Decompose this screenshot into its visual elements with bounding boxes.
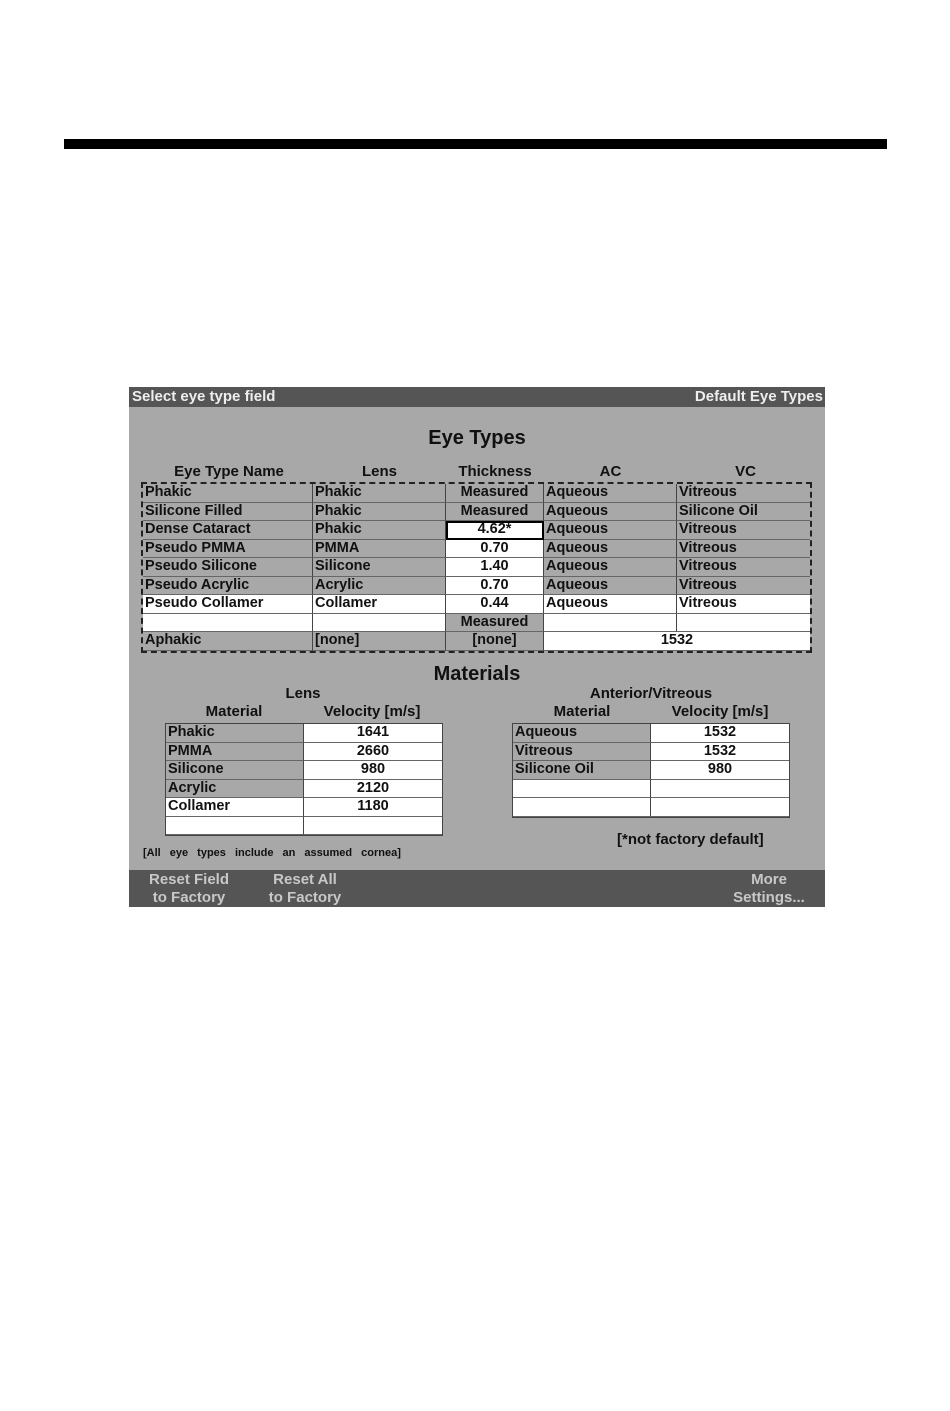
material-cell[interactable] <box>513 780 651 799</box>
lens-cell[interactable]: Phakic <box>313 484 446 503</box>
vc-cell[interactable]: Vitreous <box>677 540 810 559</box>
table-row <box>513 724 789 743</box>
softkey-label-line: Settings... <box>733 889 805 906</box>
material-cell[interactable]: Aqueous <box>513 724 651 743</box>
not-factory-default-note: [*not factory default] <box>617 831 764 848</box>
thickness-cell[interactable]: Measured <box>446 503 544 522</box>
more-settings-button[interactable] <box>719 871 819 907</box>
thickness-cell[interactable]: [none] <box>446 632 544 651</box>
vc-cell[interactable]: Vitreous <box>677 558 810 577</box>
thickness-cell[interactable]: 0.70 <box>446 577 544 596</box>
col-header-thickness: Thickness <box>458 463 532 480</box>
velocity-cell[interactable]: 980 <box>304 761 442 780</box>
thickness-cell[interactable]: Measured <box>446 614 544 633</box>
ac-cell[interactable]: Aqueous <box>544 540 677 559</box>
velocity-cell[interactable]: 1532 <box>651 743 789 762</box>
lens-cell[interactable]: [none] <box>313 632 446 651</box>
lens-cell[interactable]: PMMA <box>313 540 446 559</box>
velocity-cell[interactable] <box>304 817 442 836</box>
ac-cell[interactable] <box>544 614 677 633</box>
col-header-vc: VC <box>735 463 756 480</box>
table-row <box>166 817 442 836</box>
materials-title: Materials <box>433 663 521 685</box>
ac-cell[interactable]: Aqueous <box>544 521 677 540</box>
vc-cell[interactable]: Vitreous <box>677 521 810 540</box>
material-cell[interactable]: Collamer <box>166 798 304 817</box>
lens-cell[interactable]: Acrylic <box>313 577 446 596</box>
velocity-cell[interactable] <box>651 798 789 817</box>
material-cell[interactable]: Acrylic <box>166 780 304 799</box>
ac-cell[interactable]: Aqueous <box>544 595 677 614</box>
table-row <box>143 595 810 614</box>
ac-vc-velocity-cell[interactable]: 1532 <box>544 632 810 651</box>
col-header-lens: Lens <box>361 463 397 480</box>
thickness-cell[interactable]: 0.70 <box>446 540 544 559</box>
table-row-aphakic <box>143 632 810 651</box>
velocity-cell[interactable]: 1532 <box>651 724 789 743</box>
av-group-label: Anterior/Vitreous <box>589 685 713 702</box>
cornea-note: [All eye types include an assumed cornea] <box>143 847 401 859</box>
table-row <box>166 743 442 762</box>
reset-field-button[interactable] <box>137 871 241 907</box>
lens-materials-table <box>165 723 443 836</box>
velocity-cell[interactable]: 1180 <box>304 798 442 817</box>
status-bar <box>129 387 825 407</box>
material-cell[interactable] <box>513 798 651 817</box>
eye-types-title: Eye Types <box>428 427 526 449</box>
velocity-cell[interactable]: 2660 <box>304 743 442 762</box>
thickness-cell[interactable]: 1.40 <box>446 558 544 577</box>
eye-type-name-cell[interactable] <box>143 614 313 633</box>
av-col-velocity: Velocity [m/s] <box>671 703 769 720</box>
eye-type-name-cell[interactable]: Dense Cataract <box>143 521 313 540</box>
vc-cell[interactable] <box>677 614 810 633</box>
softkey-label-line: Reset All <box>273 871 337 888</box>
page-rule <box>64 139 887 149</box>
device-screen <box>129 387 825 907</box>
table-row <box>143 484 810 503</box>
table-row <box>513 780 789 799</box>
lens-cell[interactable]: Silicone <box>313 558 446 577</box>
screen-title: Default Eye Types <box>694 388 823 405</box>
eye-type-name-cell[interactable]: Pseudo Silicone <box>143 558 313 577</box>
col-header-name: Eye Type Name <box>174 463 284 480</box>
eye-type-name-cell[interactable]: Pseudo Collamer <box>143 595 313 614</box>
softkey-label-line: to Factory <box>152 889 226 906</box>
ac-cell[interactable]: Aqueous <box>544 558 677 577</box>
reset-all-button[interactable] <box>255 871 355 907</box>
material-cell[interactable]: Silicone <box>166 761 304 780</box>
table-row <box>143 503 810 522</box>
thickness-cell-selected[interactable]: 4.62* <box>446 521 544 540</box>
softkey-bar <box>129 870 825 907</box>
velocity-cell[interactable]: 2120 <box>304 780 442 799</box>
vc-cell[interactable]: Vitreous <box>677 577 810 596</box>
material-cell[interactable]: Vitreous <box>513 743 651 762</box>
vc-cell[interactable]: Vitreous <box>677 595 810 614</box>
eye-type-name-cell[interactable]: Phakic <box>143 484 313 503</box>
softkey-label-line: to Factory <box>268 889 342 906</box>
lens-col-velocity: Velocity [m/s] <box>323 703 421 720</box>
av-col-material: Material <box>553 703 611 720</box>
material-cell[interactable] <box>166 817 304 836</box>
lens-cell[interactable]: Phakic <box>313 521 446 540</box>
thickness-cell[interactable]: 0.44 <box>446 595 544 614</box>
table-row <box>143 521 810 540</box>
softkey-label-line: More <box>751 871 787 888</box>
lens-group-label: Lens <box>285 685 321 702</box>
lens-cell[interactable]: Collamer <box>313 595 446 614</box>
prompt-text: Select eye type field <box>132 388 276 405</box>
material-cell[interactable]: PMMA <box>166 743 304 762</box>
vc-cell[interactable]: Silicone Oil <box>677 503 810 522</box>
table-row <box>166 761 442 780</box>
velocity-cell[interactable] <box>651 780 789 799</box>
thickness-cell[interactable]: Measured <box>446 484 544 503</box>
table-row <box>143 577 810 596</box>
velocity-cell[interactable]: 1641 <box>304 724 442 743</box>
table-row <box>513 761 789 780</box>
table-row <box>166 780 442 799</box>
ac-cell[interactable]: Aqueous <box>544 503 677 522</box>
lens-cell[interactable] <box>313 614 446 633</box>
velocity-cell[interactable]: 980 <box>651 761 789 780</box>
table-row <box>143 614 810 633</box>
material-cell[interactable]: Silicone Oil <box>513 761 651 780</box>
table-row <box>143 558 810 577</box>
ac-cell[interactable]: Aqueous <box>544 577 677 596</box>
lens-col-material: Material <box>205 703 263 720</box>
table-row <box>513 743 789 762</box>
table-row <box>143 540 810 559</box>
table-row <box>513 798 789 817</box>
anterior-vitreous-materials-table <box>512 723 790 818</box>
eye-type-name-cell[interactable]: Pseudo PMMA <box>143 540 313 559</box>
eye-types-table <box>141 482 812 653</box>
eye-type-name-cell[interactable]: Silicone Filled <box>143 503 313 522</box>
lens-cell[interactable]: Phakic <box>313 503 446 522</box>
softkey-label-line: Reset Field <box>148 871 230 888</box>
eye-type-name-cell[interactable]: Pseudo Acrylic <box>143 577 313 596</box>
col-header-ac: AC <box>599 463 622 480</box>
vc-cell[interactable]: Vitreous <box>677 484 810 503</box>
table-row <box>166 724 442 743</box>
table-row <box>166 798 442 817</box>
ac-cell[interactable]: Aqueous <box>544 484 677 503</box>
eye-type-name-cell[interactable]: Aphakic <box>143 632 313 651</box>
material-cell[interactable]: Phakic <box>166 724 304 743</box>
